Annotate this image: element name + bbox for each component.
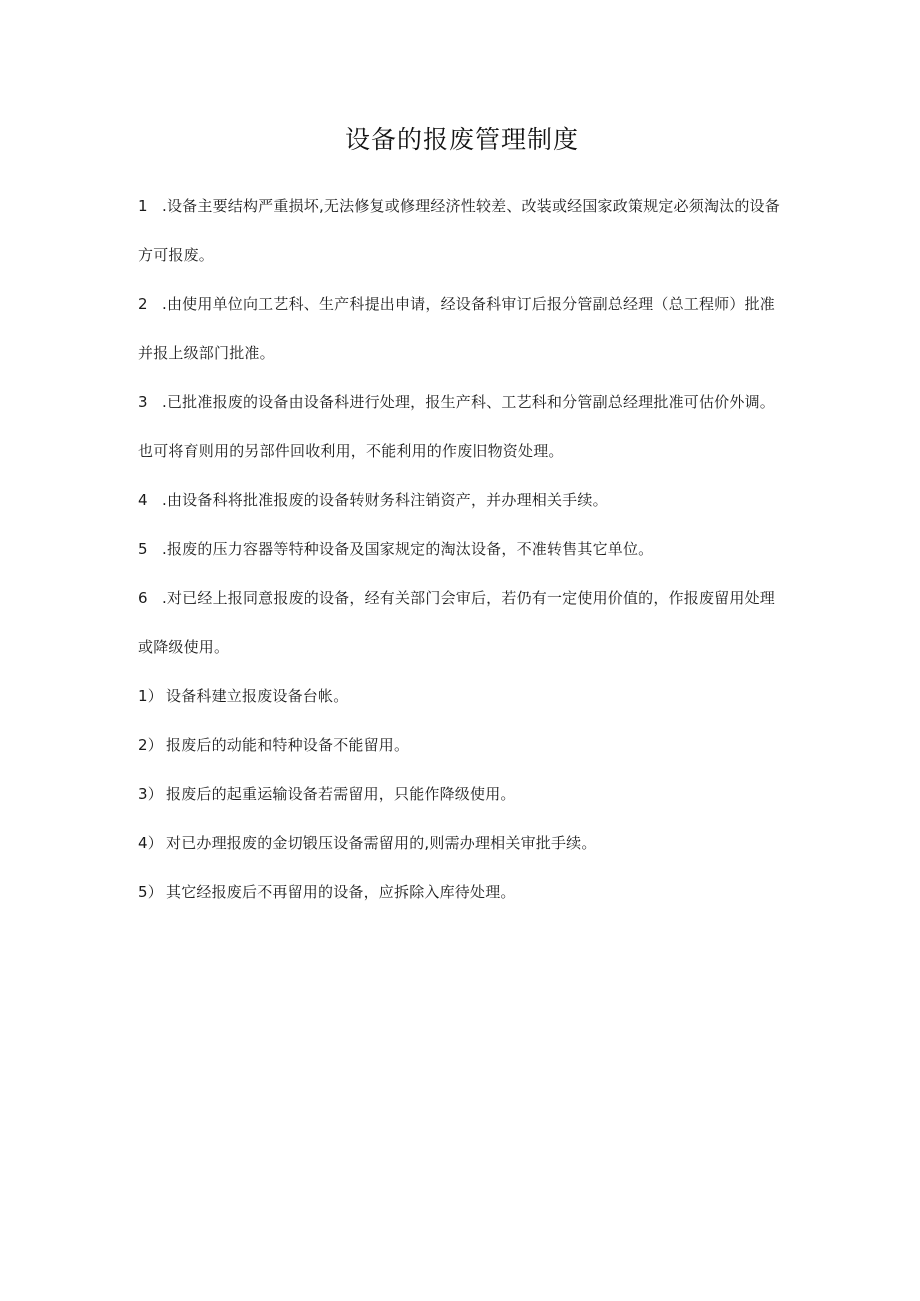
- sub-item-number: 2）: [138, 736, 163, 754]
- sub-item-2: [138, 721, 786, 770]
- sub-item-text: 报废后的动能和特种设备不能留用。: [166, 736, 410, 754]
- clause-text: .由使用单位向工艺科、生产科提出申请，经设备科审订后报分管副总经理（总工程师）批准并报上级部门批准。: [138, 295, 775, 362]
- clause-number: 3: [138, 393, 148, 411]
- clause-text: .设备主要结构严重损坏,无法修复或修理经济性较差、改装或经国家政策规定必须淘汰的设备方可报废。: [138, 197, 780, 264]
- sub-item-text: 设备科建立报废设备台帐。: [166, 687, 349, 705]
- clause-1: [138, 182, 786, 280]
- clause-3: [138, 378, 786, 476]
- document-body: [138, 182, 786, 917]
- clause-6: [138, 574, 786, 672]
- clause-text: .由设备科将批准报废的设备转财务科注销资产，并办理相关手续。: [162, 491, 608, 509]
- clause-text: .对已经上报同意报废的设备，经有关部门会审后，若仍有一定使用价值的，作报废留用处理或降级使用。: [138, 589, 775, 656]
- sub-item-3: [138, 770, 786, 819]
- clause-text: .报废的压力容器等特种设备及国家规定的淘汰设备，不准转售其它单位。: [162, 540, 654, 558]
- sub-item-4: [138, 819, 786, 868]
- document-title: 设备的报废管理制度: [344, 125, 579, 154]
- clause-number: 2: [138, 295, 148, 313]
- sub-item-1: [138, 672, 786, 721]
- sub-item-number: 5）: [138, 883, 163, 901]
- clause-number: 5: [138, 540, 148, 558]
- clause-number: 1: [138, 197, 148, 215]
- clause-number: 6: [138, 589, 148, 607]
- sub-item-text: 对已办理报废的金切锻压设备需留用的,则需办理相关审批手续。: [166, 834, 597, 852]
- clause-4: [138, 476, 786, 525]
- sub-item-text: 其它经报废后不再留用的设备，应拆除入库待处理。: [166, 883, 516, 901]
- sub-item-number: 4）: [138, 834, 163, 852]
- sub-item-text: 报废后的起重运输设备若需留用，只能作降级使用。: [166, 785, 516, 803]
- clause-5: [138, 525, 786, 574]
- sub-item-number: 1）: [138, 687, 163, 705]
- sub-item-5: [138, 868, 786, 917]
- clause-2: [138, 280, 786, 378]
- clause-text: .已批准报废的设备由设备科进行处理，报生产科、工艺科和分管副总经理批准可估价外调。也可将育则用的另部件回收利用，不能利用的作废旧物资处理。: [138, 393, 775, 460]
- clause-number: 4: [138, 491, 148, 509]
- sub-item-number: 3）: [138, 785, 163, 803]
